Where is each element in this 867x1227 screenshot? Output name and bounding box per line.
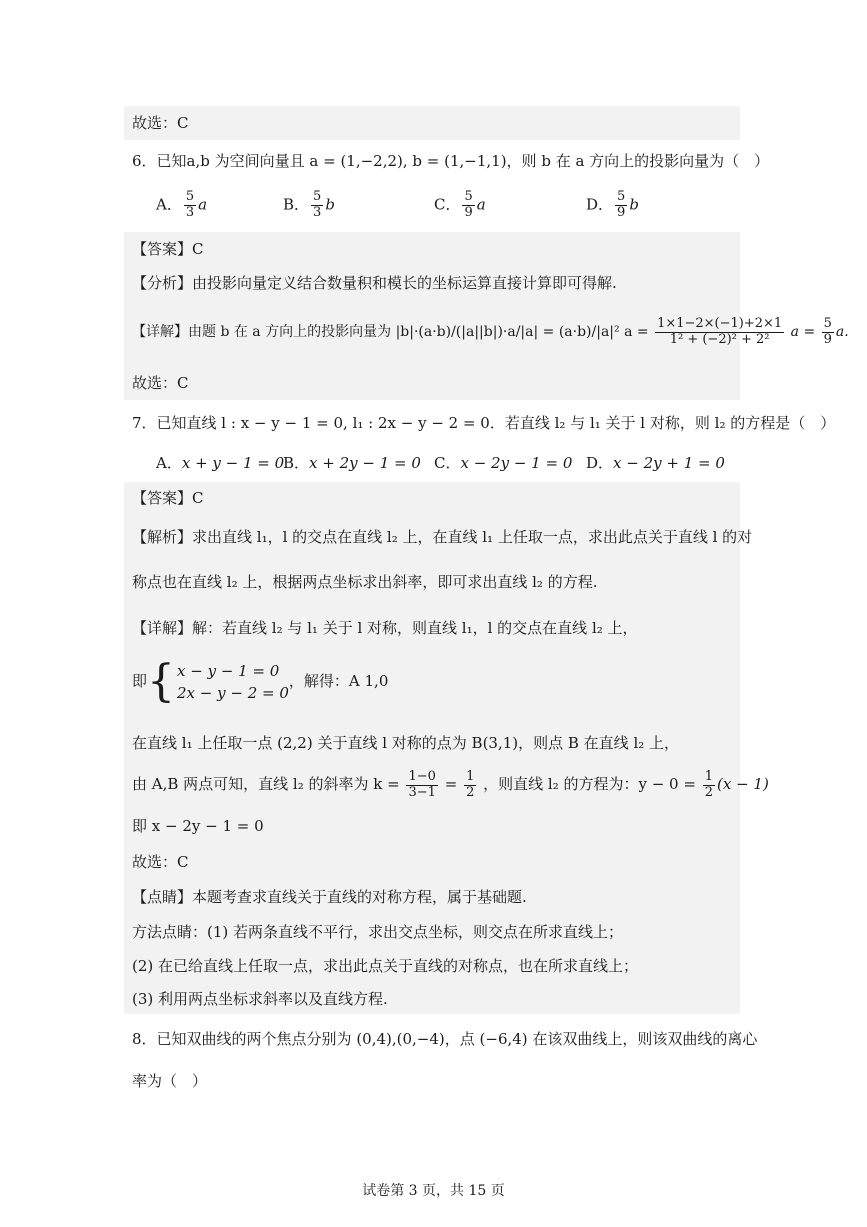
- q8-stem-2: 率为（ ）: [132, 1072, 208, 1090]
- q7-choose: 故选：C: [132, 853, 189, 871]
- q7-analysis-2: 称点也在直线 l₂ 上，根据两点坐标求出斜率，即可求出直线 l₂ 的方程.: [132, 573, 598, 591]
- q6-detail: 【详解】由题 b 在 a 方向上的投影向量为 |b|·(a·b)/(|a||b|)·a/|a| = (a·b)/|a|² a = $\frac{1\times 1-2\times(-1)+2\times 1}{\text{1² + (−2)² + 2²}}$ a = $\frac{5}{9}$ a.: [132, 315, 849, 347]
- q7-method-3: (3) 利用两点坐标求斜率以及直线方程.: [132, 990, 388, 1008]
- q6-answer: 【答案】C: [132, 240, 204, 258]
- q6-option-b: B． $\frac{5}{3}$ b: [283, 189, 335, 220]
- q7-option-d: D．x − 2y + 1 = 0: [586, 454, 725, 472]
- q6-option-d: D． $\frac{5}{9}$ b: [586, 189, 639, 220]
- top-choose: 故选：C: [132, 114, 189, 132]
- q7-method-1: 方法点睛：(1) 若两条直线不平行，求出交点坐标，则交点在所求直线上；: [132, 923, 624, 941]
- q7-option-b: B．x + 2y − 1 = 0: [283, 454, 421, 472]
- q7-option-a: A．x + y − 1 = 0: [156, 454, 285, 472]
- q7-detail-1: 【详解】解：若直线 l₂ 与 l₁ 关于 l 对称，则直线 l₁，l 的交点在直线 l₂ 上，: [132, 619, 638, 637]
- q7-method-2: (2) 在已给直线上任取一点，求出此点关于直线的对称点，也在所求直线上；: [132, 957, 639, 975]
- q6-option-a: A． $\frac{5}{3}$ a: [156, 189, 208, 220]
- q7-detail-3: 在直线 l₁ 上任取一点 (2,2) 关于直线 l 对称的点为 B(3,1)，则点 B 在直线 l₂ 上，: [132, 734, 680, 752]
- q7-detail-5: 即 x − 2y − 1 = 0: [132, 817, 264, 835]
- q6-analysis: 【分析】由投影向量定义结合数量积和模长的坐标运算直接计算即可得解.: [132, 274, 617, 292]
- q7-answer: 【答案】C: [132, 489, 204, 507]
- q7-stem: 7．已知直线 l : x − y − 1 = 0, l₁ : 2x − y − 2 = 0．若直线 l₂ 与 l₁ 关于 l 对称，则 l₂ 的方程是（ ）: [132, 414, 836, 432]
- q6-choose: 故选：C: [132, 374, 189, 392]
- q6-option-c: C． $\frac{5}{9}$ a: [434, 189, 486, 220]
- q7-comment: 【点睛】本题考查求直线关于直线的对称方程，属于基础题.: [132, 888, 527, 906]
- page-footer: 试卷第 3 页，共 15 页: [362, 1183, 505, 1199]
- q7-option-c: C．x − 2y − 1 = 0: [434, 454, 573, 472]
- q7-analysis-1: 【解析】求出直线 l₁，l 的交点在直线 l₂ 上，在直线 l₁ 上任取一点，求出此点关于直线 l 的对: [132, 528, 753, 546]
- q7-detail-4: 由 A,B 两点可知，直线 l₂ 的斜率为 k = $\frac{1-0}{3-1}$ = $\frac{1}{2}$ ，则直线 l₂ 的方程为：y − 0 = $\frac{1}{2}$ (x − 1): [132, 768, 769, 800]
- q8-stem-1: 8．已知双曲线的两个焦点分别为 (0,4),(0,−4)，点 (−6,4) 在该双曲线上，则该双曲线的离心: [132, 1030, 758, 1048]
- answer-block-top: [124, 106, 740, 140]
- q7-system: 即{ x − y − 1 = 0 2x − y − 2 = 0 ，解得：A 1,0: [132, 656, 389, 707]
- q6-stem: 6．已知a,b 为空间向量且 a = (1,−2,2), b = (1,−1,1)，则 b 在 a 方向上的投影向量为（ ）: [132, 152, 770, 170]
